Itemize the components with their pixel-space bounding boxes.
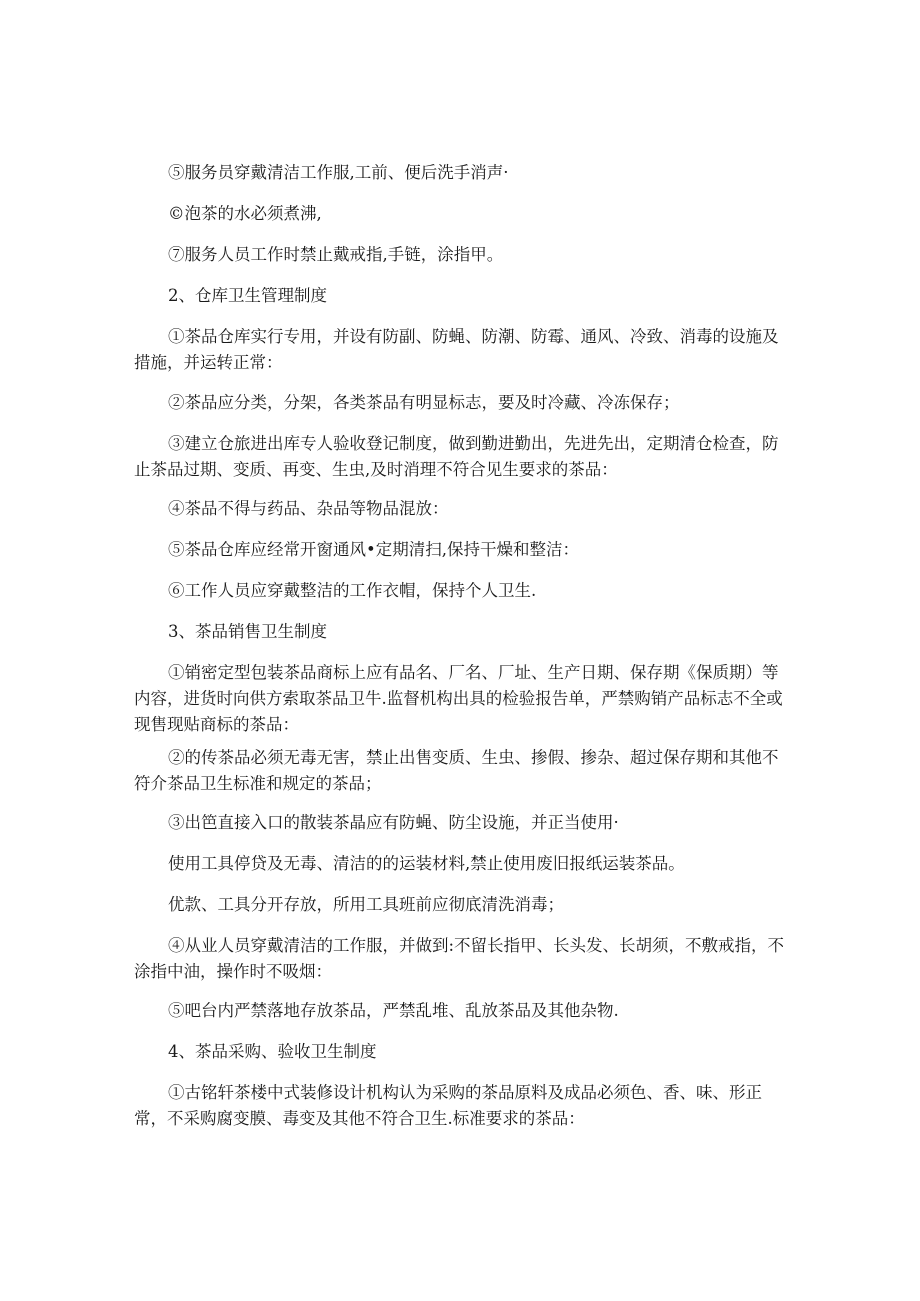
paragraph-20: ①古铭轩茶楼中式装修设计机构认为采购的茶品原料及成品必须色、香、味、形正常，不采购腐变膜、毒变及其他不符合卫生.标准要求的茶品： — [134, 1083, 762, 1128]
paragraph-3: ⑦服务人员工作时禁止戴戒指,手链，涂指甲。 — [168, 245, 504, 264]
paragraph-15: 使用工具停贷及无毒、清洁的的运装材料,禁止使用废旧报纸运装茶品。 — [168, 854, 685, 873]
paragraph-5: ①茶品仓库实行专用，并设有防副、防蝇、防潮、防霉、通风、冷致、消毒的设施及措施，并运转正常： — [134, 327, 779, 372]
paragraph-6: ②茶品应分类，分架，各类茶品有明显标志，要及时冷藏、冷冻保存； — [168, 393, 680, 412]
paragraph-16: 优款、工具分开存放，所用工具班前应彻底清洗消毒； — [168, 895, 564, 914]
paragraph-14: ③出笆直接入口的散装茶晶应有防蝇、防尘设施，并正当使用· — [168, 813, 619, 832]
paragraph-17: ④从业人员穿戴清洁的工作服，并做到:不留长指甲、长头发、长胡须，不敷戒指，不涂指中油，操作时不吸烟： — [134, 936, 785, 981]
section-heading-4: 4、茶品采购、验收卫生制度 — [168, 1042, 377, 1061]
paragraph-13: ②的传茶品必须无毒无害，禁止出售变质、生虫、掺假、掺杂、超过保存期和其他不符介茶品卫生标准和规定的茶品； — [134, 748, 779, 793]
paragraph-12: ①销密定型包装茶品商标上应有品名、厂名、厂址、生产日期、保存期《保质期）等内容，进货时向供方索取茶品卫牛.监督机构出具的检验报告单，严禁购销产品标志不全或现售现贴商标的茶品： — [134, 663, 783, 734]
section-heading-2: 2、仓库卫生管理制度 — [168, 286, 327, 305]
paragraph-10: ⑥工作人员应穿戴整洁的工作衣帽，保持个人卫生. — [168, 581, 537, 600]
paragraph-7: ③建立仓旅进出库专人验收登记制度，做到勤进勤出，先进先出，定期清仓检查，防止茶品过期、变质、再变、生虫,及时消理不符合见生要求的茶品： — [134, 434, 779, 479]
paragraph-8: ④茶品不得与药品、杂品等物品混放： — [168, 499, 449, 518]
paragraph-18: ⑤吧台内严禁落地存放茶品，严禁乱堆、乱放茶品及其他杂物. — [168, 1001, 619, 1020]
paragraph-9: ⑤茶品仓库应经常开窗通风•定期清扫,保持干燥和整洁： — [168, 540, 579, 559]
paragraph-2: ©泡茶的水必须煮沸, — [168, 204, 322, 223]
paragraph-1: ⑤服务员穿戴清洁工作服,工前、便后洗手消声· — [168, 163, 509, 182]
section-heading-3: 3、茶品销售卫生制度 — [168, 622, 327, 641]
